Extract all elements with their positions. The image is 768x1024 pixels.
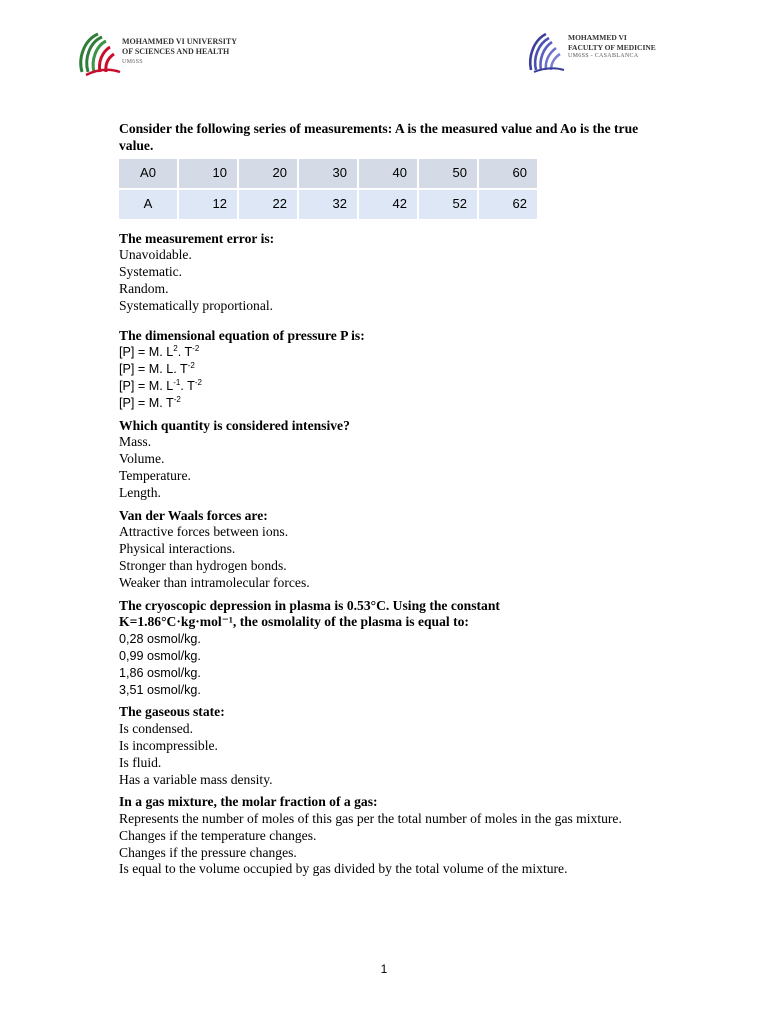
answer-option: Unavoidable.: [119, 247, 192, 263]
answer-option: Stronger than hydrogen bonds.: [119, 557, 287, 573]
table-cell: 42: [359, 190, 417, 219]
question-title: In a gas mixture, the molar fraction of a gas:: [119, 794, 378, 810]
table-cell: 20: [239, 159, 297, 188]
table-cell: A0: [119, 159, 177, 188]
option-base: [P] = M. L: [119, 378, 174, 393]
answer-option: Volume.: [119, 451, 165, 467]
answer-option: Systematically proportional.: [119, 297, 274, 313]
question-van-der-waals: [119, 508, 659, 592]
answer-option: [119, 344, 659, 361]
university-emblem-icon: [76, 28, 122, 78]
answer-option: 1,86 osmol/kg.: [119, 665, 201, 680]
answer-option: Length.: [119, 484, 161, 500]
option-mid: . T: [177, 345, 193, 360]
table-cell: 22: [239, 190, 297, 219]
faculty-name-line1: MOHAMMED VI: [568, 33, 627, 42]
answer-option: 0,28 osmol/kg.: [119, 632, 201, 647]
table-cell: 10: [179, 159, 237, 188]
faculty-name: [568, 33, 656, 62]
option-mid: . T: [180, 378, 195, 393]
answer-option: Systematic.: [119, 264, 183, 280]
answer-option: Random.: [119, 280, 169, 296]
table-row: [119, 159, 537, 188]
university-name-line1: MOHAMMED VI UNIVERSITY: [122, 37, 237, 46]
option-exponent: -1: [173, 377, 181, 387]
answer-option: Is fluid.: [119, 754, 162, 770]
faculty-location: UM6SS - CASABLANCA: [568, 53, 639, 59]
option-exponent: -2: [194, 377, 202, 387]
question-title: Which quantity is considered intensive?: [119, 417, 350, 433]
faculty-name-line2: FACULTY OF MEDICINE: [568, 42, 656, 52]
page-number: 1: [380, 962, 388, 976]
question-title: The measurement error is:: [119, 230, 275, 246]
answer-option: [119, 361, 659, 378]
answer-option: Is condensed.: [119, 721, 193, 737]
table-cell: A: [119, 190, 177, 219]
option-exponent: 2: [173, 344, 178, 354]
question-pressure-dimension: [119, 328, 659, 412]
option-exponent: -2: [187, 361, 195, 371]
answer-option: Physical interactions.: [119, 541, 236, 557]
answer-option: [119, 395, 659, 412]
answer-option: Is incompressible.: [119, 737, 218, 753]
answer-option: Mass.: [119, 434, 152, 450]
question-title: The cryoscopic depression in plasma is 0.53°C. Using the constant: [119, 597, 500, 613]
question-title: Van der Waals forces are:: [119, 507, 268, 523]
table-cell: 12: [179, 190, 237, 219]
faculty-logo: [526, 30, 716, 76]
question-measurement-error: [119, 231, 659, 315]
table-cell: 50: [419, 159, 477, 188]
answer-option: [119, 378, 659, 395]
question-title-continued: K=1.86°C·kg·mol⁻¹, the osmolality of the plasma is equal to:: [119, 614, 469, 630]
table-cell: 52: [419, 190, 477, 219]
measurement-table: [117, 157, 539, 221]
answer-option: Has a variable mass density.: [119, 771, 273, 787]
question-molar-fraction: [119, 794, 659, 878]
answer-option: Is equal to the volume occupied by gas divided by the total volume of the mixture.: [119, 861, 568, 877]
answer-option: Changes if the pressure changes.: [119, 844, 297, 860]
question-title: The gaseous state:: [119, 704, 225, 720]
table-cell: 60: [479, 159, 537, 188]
table-row: [119, 190, 537, 219]
option-base: [P] = M. L. T: [119, 362, 188, 377]
university-name-line2: OF SCIENCES AND HEALTH: [122, 47, 230, 56]
answer-option: Changes if the temperature changes.: [119, 827, 317, 843]
question-intensive-quantity: [119, 418, 659, 502]
question-gaseous-state: [119, 704, 659, 788]
answer-option: Represents the number of moles of this gas per the total number of moles in the gas mixture.: [119, 811, 622, 827]
question-title: The dimensional equation of pressure P is:: [119, 327, 365, 343]
answer-option: 3,51 osmol/kg.: [119, 682, 201, 697]
option-exponent: -2: [192, 344, 200, 354]
option-exponent: -2: [173, 394, 181, 404]
university-logo: [76, 28, 276, 78]
answer-option: Weaker than intramolecular forces.: [119, 574, 310, 590]
option-base: [P] = M. L: [119, 345, 174, 360]
university-name: [122, 37, 237, 67]
answer-option: Temperature.: [119, 467, 191, 483]
document-body: [119, 121, 659, 886]
option-base: [P] = M. T: [119, 395, 174, 410]
answer-option: Attractive forces between ions.: [119, 524, 289, 540]
intro-text: Consider the following series of measurements: A is the measured value and Ao is the true value.: [119, 121, 639, 153]
university-acronym: UM6SS: [122, 59, 143, 65]
table-cell: 32: [299, 190, 357, 219]
table-cell: 62: [479, 190, 537, 219]
faculty-emblem-icon: [526, 30, 566, 74]
table-cell: 30: [299, 159, 357, 188]
question-cryoscopic-osmolality: [119, 598, 659, 699]
answer-option: 0,99 osmol/kg.: [119, 648, 201, 663]
table-cell: 40: [359, 159, 417, 188]
